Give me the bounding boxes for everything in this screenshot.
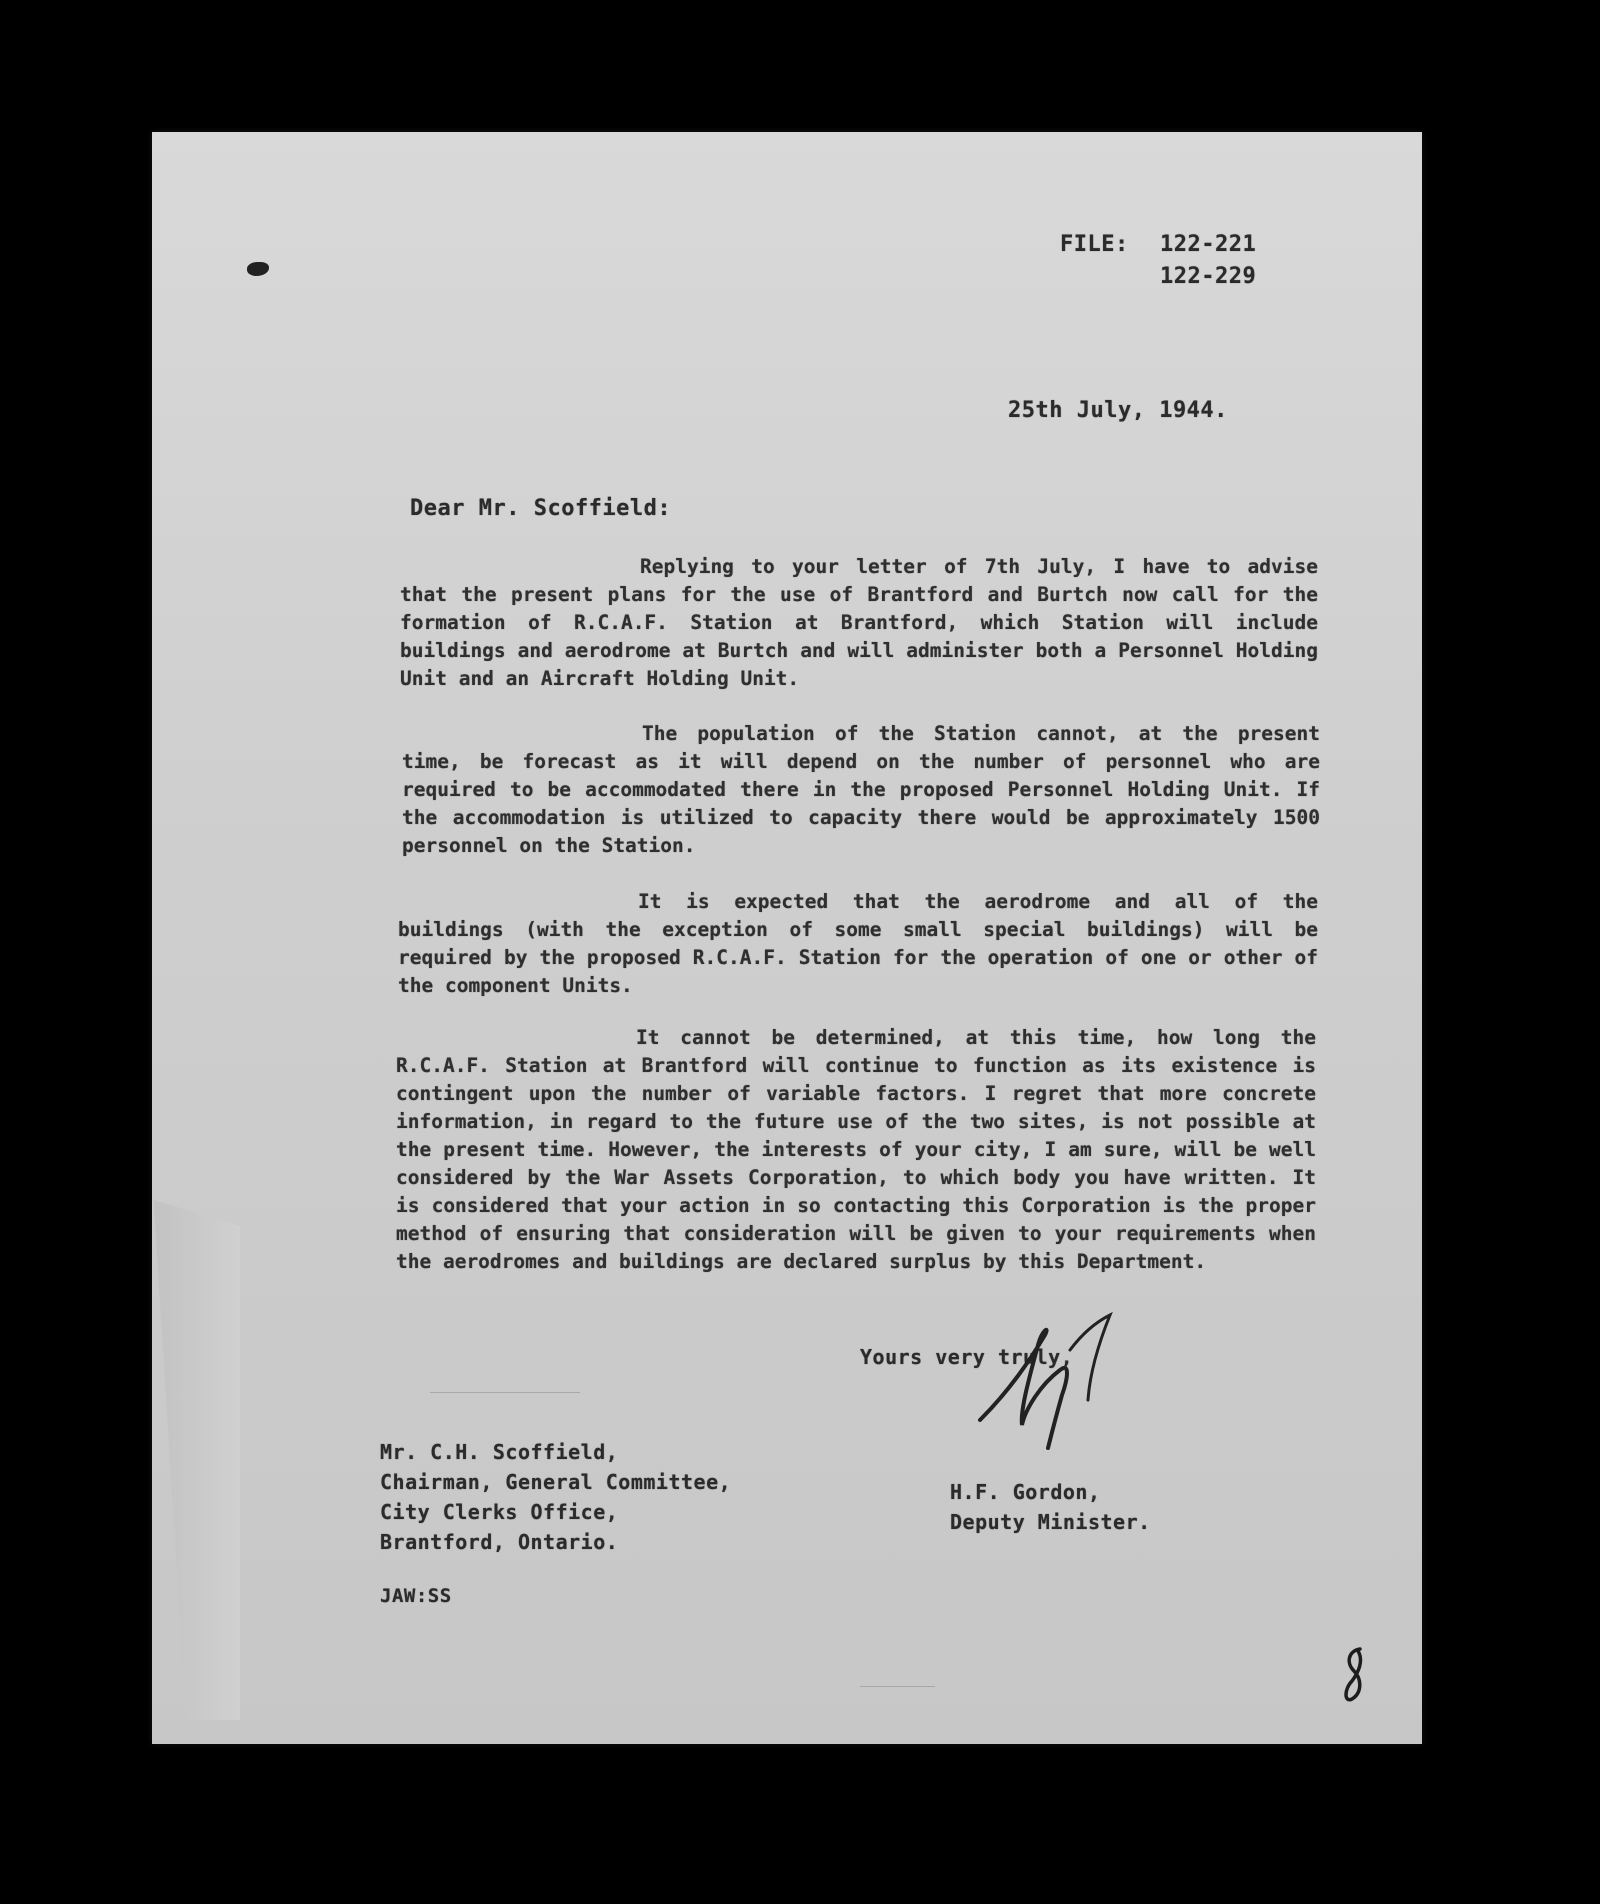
recipient-line-3: City Clerks Office, [380,1500,619,1524]
body-paragraph-3: It is expected that the aerodrome and all of the buildings (with the exception of some small special buildings) will be required by the proposed R.C.A.F. Station for the operation of one or other of the component Units. [398,890,1318,997]
bottom-faint-line [860,1686,935,1687]
closing: Yours very truly, [860,1345,1074,1369]
reference-initials: JAW:SS [380,1585,452,1607]
separator-line [430,1392,580,1393]
handwritten-page-number [1340,1645,1368,1703]
file-number-2: 122-229 [1160,264,1257,289]
recipient-line-1: Mr. C.H. Scoffield, [380,1440,619,1464]
recipient-line-4: Brantford, Ontario. [380,1530,619,1554]
handwritten-signature [950,1300,1130,1450]
body-paragraph-1: Replying to your letter of 7th July, I have to advise that the present plans for the use of Brantford and Burtch now call for the formation of R.C.A.F. Station at Brantford, which Station will include buildings and aerodrome at Burtch and will administer both a Personnel Holding Unit and an Aircraft Holding Unit. [400,555,1318,690]
signer-name: H.F. Gordon, [950,1480,1101,1504]
file-number-1: 122-221 [1160,232,1257,257]
recipient-line-2: Chairman, General Committee, [380,1470,732,1494]
body-paragraph-4: It cannot be determined, at this time, how long the R.C.A.F. Station at Brantford will continue to function as its existence is contingent upon the number of variable factors. I regret that more concrete information, in regard to the future use of the two sites, is not possible at the present time. However, the interests of your city, I am sure, will be well considered by the War Assets Corporation, to which body you have written. It is considered that your action in so contacting this Corporation is the proper method of ensuring that consideration will be given to your requirements when the aerodromes and buildings are declared surplus by this Department. [396,1026,1316,1273]
letter-date: 25th July, 1944. [1008,398,1228,423]
file-label: FILE: [1060,232,1129,257]
body-paragraph-2: The population of the Station cannot, at the present time, be forecast as it will depend on the number of personnel who are required to be accommodated there in the proposed Personnel Holding Unit. If the accommodation is utilized to capacity there would be approximately 1500 personnel on the Station. [402,722,1320,857]
salutation: Dear Mr. Scoffield: [410,496,672,521]
signer-title: Deputy Minister. [950,1510,1151,1534]
